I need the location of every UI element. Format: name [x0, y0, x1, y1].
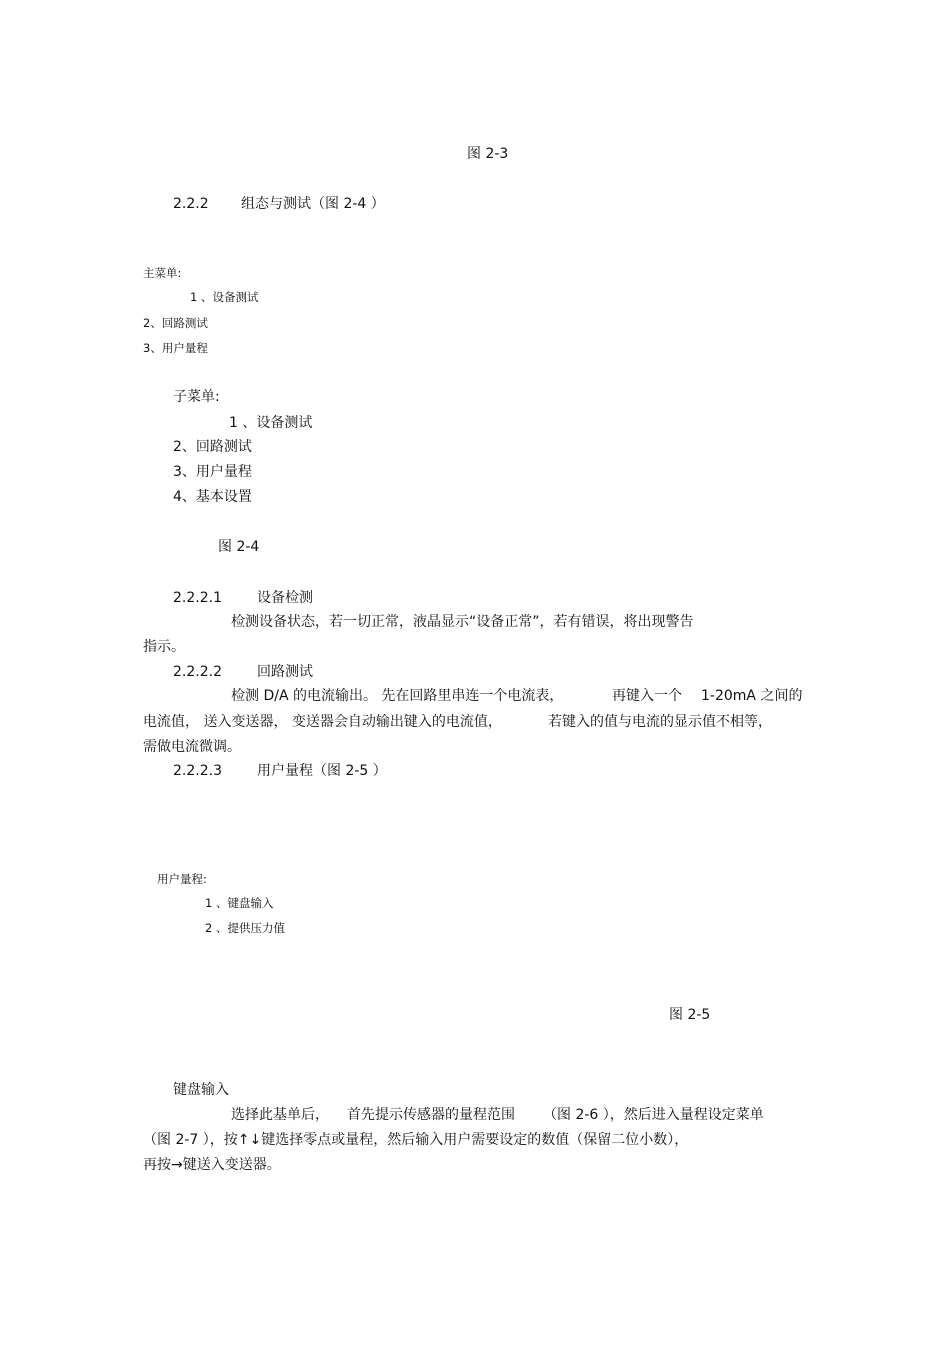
sub-menu-item: 4、基本设置	[173, 489, 252, 505]
sub-menu-title: 子菜单:	[173, 389, 220, 405]
paragraph-line: 再键入一个	[612, 688, 682, 704]
range-menu-item: 2 、提供压力值	[205, 921, 285, 935]
main-menu-item: 1 、设备测试	[190, 290, 259, 304]
sub-menu-item: 2、回路测试	[173, 439, 252, 455]
section-2-2-2-1-number: 2.2.2.1	[173, 590, 222, 606]
figure-caption-2-5: 图 2-5	[669, 1007, 711, 1023]
paragraph-line: 电流值， 送入变送器， 变送器会自动输出键入的电流值，	[143, 714, 502, 730]
section-2-2-2-3-title: 用户量程（图 2-5 ）	[257, 763, 387, 779]
section-2-2-2-2-number: 2.2.2.2	[173, 664, 222, 680]
figure-caption-2-4: 图 2-4	[218, 539, 260, 555]
paragraph-line: 再按→键送入变送器。	[143, 1157, 281, 1173]
section-2-2-2-number: 2.2.2	[173, 196, 209, 212]
main-menu-item: 3、用户量程	[143, 341, 208, 355]
paragraph-line: 指示。	[143, 639, 185, 655]
section-2-2-2-2-title: 回路测试	[257, 664, 313, 680]
figure-caption-2-3: 图 2-3	[467, 146, 509, 162]
paragraph-line: （图 2-7 ），按↑↓键选择零点或量程，然后输入用户需要设定的数值（保留二位小数），	[143, 1132, 689, 1148]
paragraph-line: （图 2-6 ），然后进入量程设定菜单	[543, 1107, 764, 1123]
main-menu-title: 主菜单:	[143, 266, 182, 280]
range-menu-item: 1 、键盘输入	[205, 896, 274, 910]
section-2-2-2-1-title: 设备检测	[257, 590, 313, 606]
section-2-2-2-title: 组态与测试（图 2-4 ）	[241, 196, 385, 212]
section-2-2-2-3-number: 2.2.2.3	[173, 763, 222, 779]
keyboard-input-title: 键盘输入	[173, 1082, 229, 1098]
paragraph-line: 首先提示传感器的量程范围	[347, 1107, 515, 1123]
paragraph-line: 需做电流微调。	[143, 739, 241, 755]
paragraph-line: 检测设备状态，若一切正常，液晶显示“设备正常”，若有错误，将出现警告	[231, 614, 694, 630]
range-menu-title: 用户量程:	[157, 872, 207, 886]
main-menu-item: 2、回路测试	[143, 316, 208, 330]
paragraph-line: 若键入的值与电流的显示值不相等，	[548, 714, 772, 730]
sub-menu-item: 1 、设备测试	[229, 415, 313, 431]
paragraph-line: 检测 D/A 的电流输出。 先在回路里串连一个电流表，	[231, 688, 564, 704]
paragraph-line: 选择此基单后，	[231, 1107, 329, 1123]
sub-menu-item: 3、用户量程	[173, 464, 252, 480]
paragraph-line: 1-20mA 之间的	[701, 688, 803, 704]
